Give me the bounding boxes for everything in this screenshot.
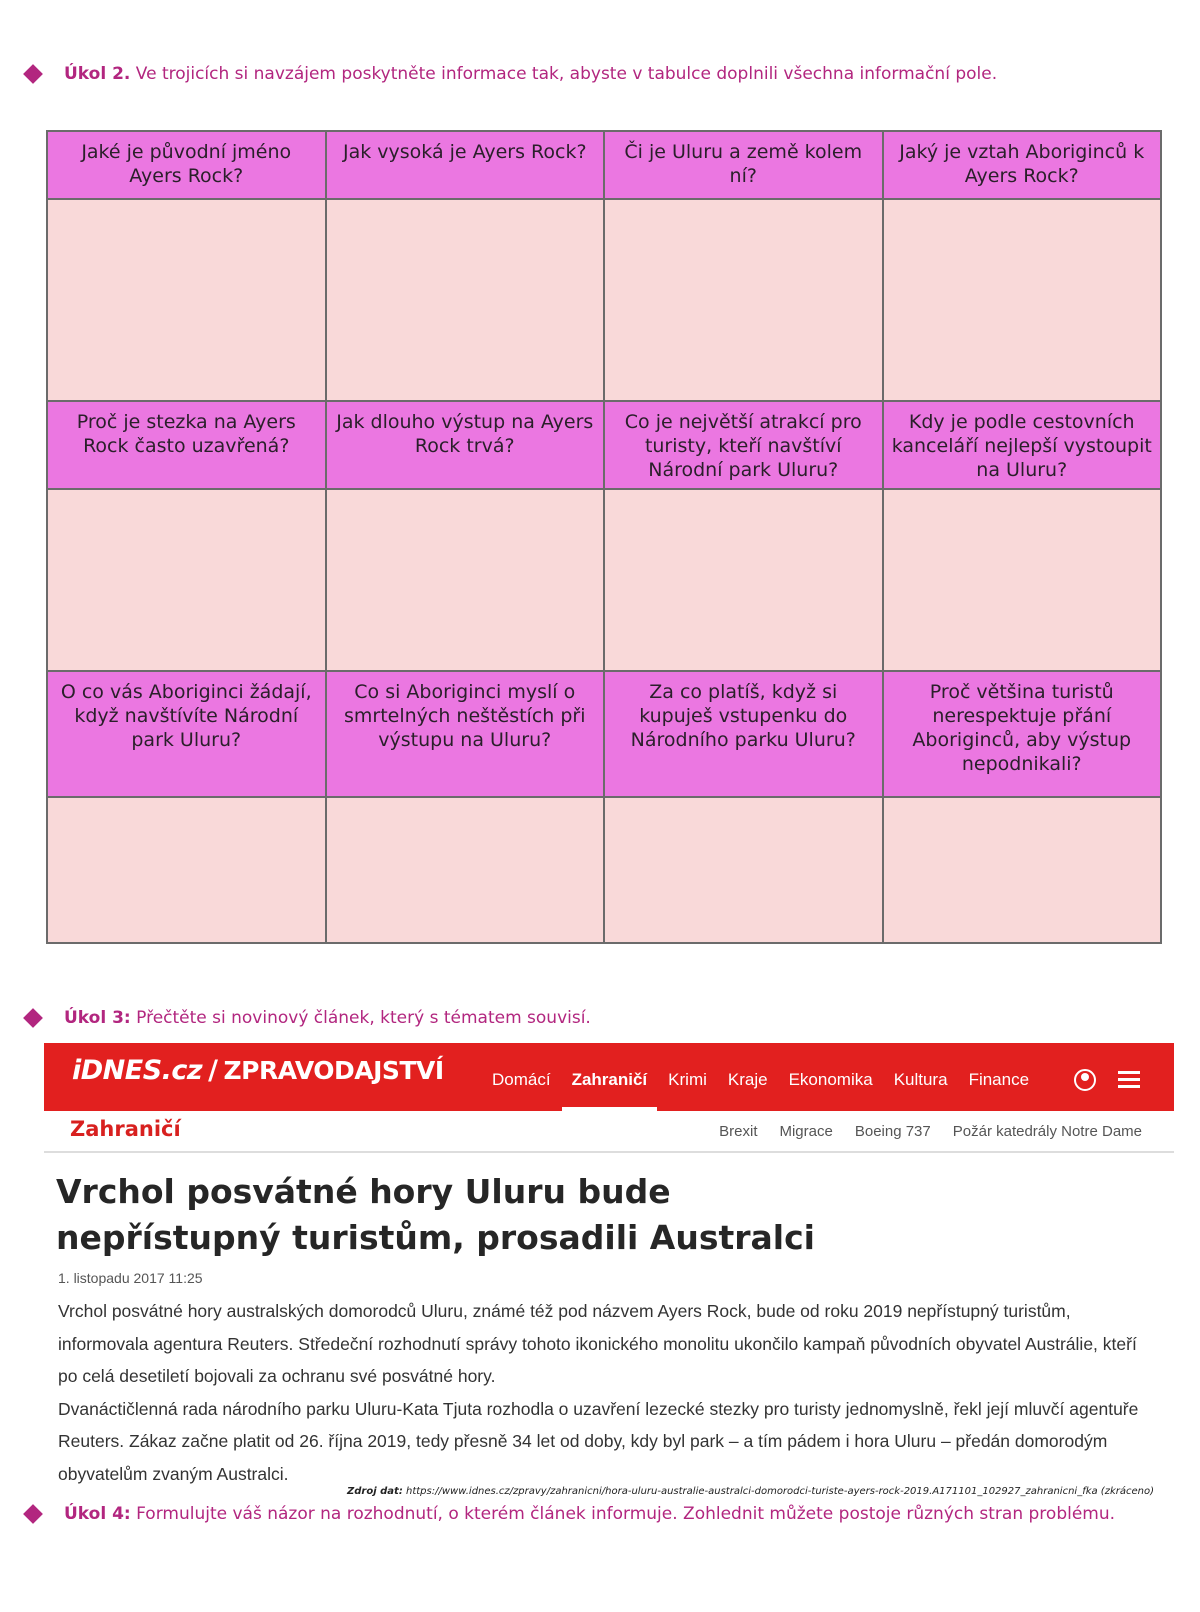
source-url: https://www.idnes.cz/zpravy/zahranicni/hora-uluru-australie-australci-domorodci-turiste-ayers-rock-2019.A171101_102927_zahranicni_fka (zkráceno) [402, 1486, 1154, 1497]
task-4-text [64, 1504, 1115, 1524]
answer-row [47, 489, 1161, 671]
news-article [44, 1043, 1174, 1489]
source-label: Zdroj dat: [347, 1486, 403, 1497]
nav-item-zahranici[interactable]: Zahraničí [572, 1043, 648, 1111]
nav-item-krimi[interactable]: Krimi [668, 1070, 707, 1089]
answer-cell[interactable] [604, 489, 883, 671]
answer-cell[interactable] [326, 797, 605, 943]
answer-cell[interactable] [326, 199, 605, 401]
question-cell: Kdy je podle cestovních kanceláří nejlepší vystoupit na Uluru? [883, 401, 1162, 489]
article-paragraph: Vrchol posvátné hory australských domorodců Uluru, známé též pod názvem Ayers Rock, bude od roku 2019 nepřístupný turistům, informovala agentura Reuters. Středeční rozhodnutí správy tohoto ikonického monolitu ukončilo kampaň původních obyvatel Austrálie, kteří po celá desetiletí bojovali za ochranu své posvátné hory. [58, 1301, 1137, 1386]
menu-icon[interactable] [1118, 1071, 1140, 1087]
nav-item-ekonomika[interactable]: Ekonomika [788, 1070, 873, 1089]
question-cell: Za co platíš, když si kupuješ vstupenku do Národního parku Uluru? [604, 671, 883, 797]
article-paragraph: Dvanáctičlenná rada národního parku Uluru-Kata Tjuta rozhodla o uzavření lezecké stezky pro turisty jednomyslně, řekl její mluvčí agentuře Reuters. Zákaz začne platit od 26. října 2019, tedy přesně 34 let od doby, kdy byl park – a tím pádem i hora Uluru – předán domorodým obyvatelům zvaným Australci. [58, 1398, 1139, 1484]
answer-row [47, 797, 1161, 943]
question-row [47, 131, 1161, 199]
question-cell: O co vás Aboriginci žádají, když navštívíte Národní park Uluru? [47, 671, 326, 797]
tag-notre-dame[interactable]: Požár katedrály Notre Dame [952, 1122, 1142, 1140]
section-title[interactable]: Zahraničí [70, 1117, 181, 1141]
site-logo[interactable] [72, 1055, 444, 1086]
answer-cell[interactable] [604, 199, 883, 401]
question-cell: Co je největší atrakcí pro turisty, kteří navštíví Národní park Uluru? [604, 401, 883, 489]
article-headline: Vrchol posvátné hory Uluru bude nepřístupný turistům, prosadili Australci [56, 1172, 815, 1257]
logo-separator: / [208, 1055, 218, 1086]
task-2-text [64, 64, 997, 84]
site-navbar [44, 1043, 1174, 1111]
question-cell: Jaký je vztah Aboriginců k Ayers Rock? [883, 131, 1162, 199]
question-cell: Či je Uluru a země kolem ní? [604, 131, 883, 199]
tag-brexit[interactable]: Brexit [719, 1122, 758, 1140]
answer-cell[interactable] [326, 489, 605, 671]
answer-cell[interactable] [47, 797, 326, 943]
main-nav [492, 1043, 1050, 1111]
answer-row [47, 199, 1161, 401]
topic-tags [697, 1111, 1142, 1151]
nav-item-kraje[interactable]: Kraje [727, 1070, 768, 1089]
question-row [47, 401, 1161, 489]
section-bar [44, 1111, 1174, 1153]
task-2-instruction: Ve trojicích si navzájem poskytněte informace tak, abyste v tabulce doplnili všechna informační pole. [130, 64, 998, 84]
question-cell: Jak dlouho výstup na Ayers Rock trvá? [326, 401, 605, 489]
article-date: 1. listopadu 2017 11:25 [58, 1270, 203, 1286]
answer-cell[interactable] [883, 797, 1162, 943]
task-3-text [64, 1008, 591, 1028]
answer-cell[interactable] [47, 489, 326, 671]
logo-brand: iDNES.cz [72, 1055, 203, 1086]
question-cell: Proč je stezka na Ayers Rock často uzavřená? [47, 401, 326, 489]
task-3-label: Úkol 3: [64, 1008, 131, 1028]
nav-item-kultura[interactable]: Kultura [893, 1070, 948, 1089]
logo-section: ZPRAVODAJSTVÍ [223, 1056, 444, 1085]
question-cell: Jak vysoká je Ayers Rock? [326, 131, 605, 199]
answer-cell[interactable] [47, 199, 326, 401]
article-body [58, 1295, 1148, 1490]
question-cell: Co si Aboriginci myslí o smrtelných neštěstích při výstupu na Uluru? [326, 671, 605, 797]
question-cell: Jaké je původní jméno Ayers Rock? [47, 131, 326, 199]
task-4-label: Úkol 4: [64, 1504, 131, 1524]
task-4-instruction: Formulujte váš názor na rozhodnutí, o kterém článek informuje. Zohlednit můžete postoje různých stran problému. [130, 1504, 1116, 1524]
task-2-label: Úkol 2. [64, 64, 131, 84]
tag-migrace[interactable]: Migrace [779, 1122, 833, 1140]
diamond-bullet-icon [23, 1504, 43, 1524]
task-2-heading [0, 58, 1200, 92]
answer-cell[interactable] [604, 797, 883, 943]
nav-item-finance[interactable]: Finance [968, 1070, 1030, 1089]
task-4-heading [0, 1498, 1200, 1532]
tag-boeing[interactable]: Boeing 737 [854, 1122, 931, 1140]
worksheet-table [46, 130, 1162, 944]
task-3-instruction: Přečtěte si novinový článek, který s tématem souvisí. [130, 1008, 591, 1028]
diamond-bullet-icon [23, 64, 43, 84]
question-row [47, 671, 1161, 797]
question-cell: Proč většina turistů nerespektuje přání Aboriginců, aby výstup nepodnikali? [883, 671, 1162, 797]
nav-item-domaci[interactable]: Domácí [492, 1070, 551, 1089]
user-icon[interactable] [1074, 1069, 1096, 1091]
answer-cell[interactable] [883, 489, 1162, 671]
task-3-heading [0, 1002, 1200, 1036]
source-note [347, 1486, 1154, 1497]
answer-cell[interactable] [883, 199, 1162, 401]
diamond-bullet-icon [23, 1008, 43, 1028]
